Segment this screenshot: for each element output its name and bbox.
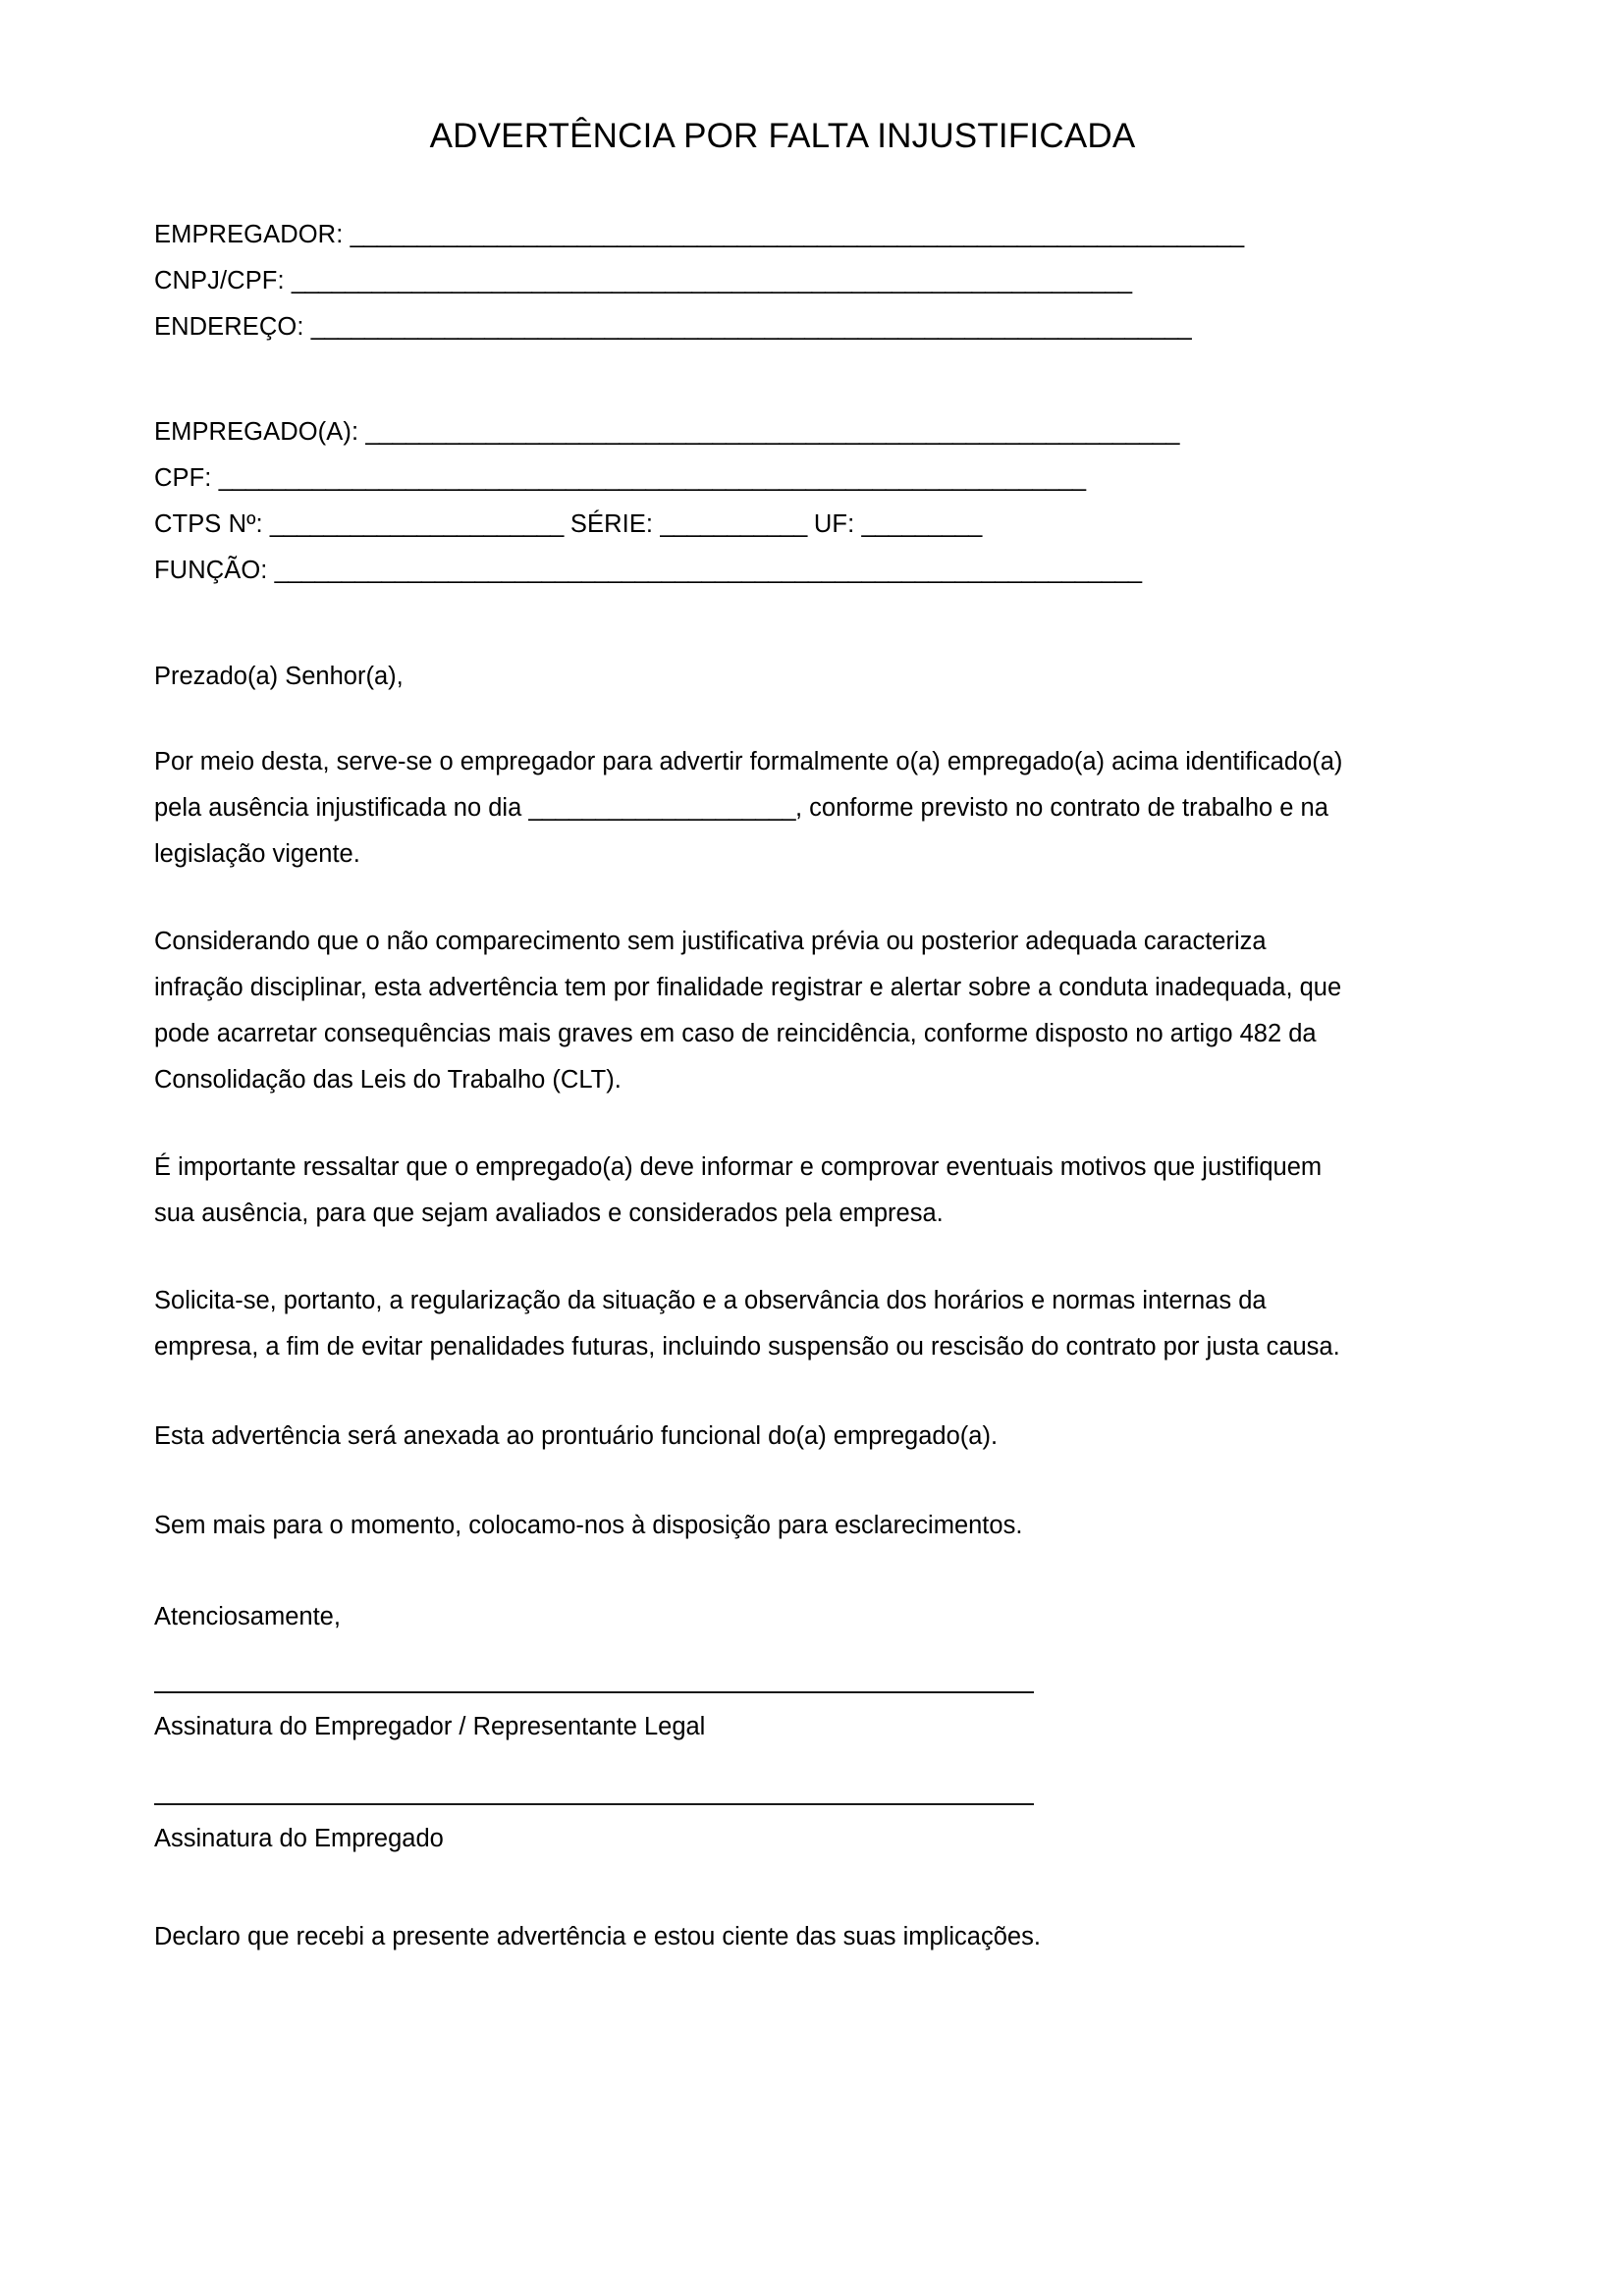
field-cnpj-cpf (154, 258, 1489, 304)
field-empregador-label: EMPREGADOR: (154, 221, 344, 248)
paragraph-disciplinary-basis: Considerando que o não comparecimento sem justificativa prévia ou posterior adequada caracteriza infração disciplinar, esta advertência tem por finalidade registrar e alertar sobre a conduta inadequada, que pode acarretar consequências mais graves em caso de reincidência, conforme disposto no artigo 482 da Consolidação das Leis do Trabalho (CLT). (154, 928, 1342, 1094)
field-uf-label: UF: (813, 510, 855, 538)
field-cpf-blank[interactable]: _________________________________________________________________ (218, 464, 1086, 492)
absence-date-blank[interactable]: ____________________ (528, 794, 795, 822)
employee-fields-group (154, 409, 1489, 594)
field-uf-blank[interactable]: _________ (861, 510, 982, 538)
field-endereco (154, 304, 1489, 350)
field-ctps-serie-uf (154, 502, 1489, 548)
document-content (154, 0, 1489, 1984)
field-ctps-label: CTPS Nº: (154, 510, 263, 538)
field-funcao-blank[interactable]: _________________________________________________________________ (274, 557, 1142, 584)
field-empregado (154, 409, 1489, 455)
field-serie-blank[interactable]: ___________ (660, 510, 807, 538)
field-empregador-blank[interactable]: ___________________________________________________________________ (350, 221, 1244, 248)
salutation: Prezado(a) Senhor(a), (154, 663, 404, 690)
signature-block-employer (154, 1691, 1489, 1746)
field-empregador (154, 212, 1489, 258)
paragraph-closing-offer: Sem mais para o momento, colocamo-nos à disposição para esclarecimentos. (154, 1512, 1023, 1539)
employer-fields-group (154, 212, 1489, 350)
field-endereco-label: ENDEREÇO: (154, 313, 304, 341)
paragraph-justification-rights: É importante ressaltar que o empregado(a) deve informar e comprovar eventuais motivos que justifiquem sua ausência, para que sejam avaliados e considerados pela empresa. (154, 1153, 1323, 1227)
page-title: ADVERTÊNCIA POR FALTA INJUSTIFICADA (429, 117, 1136, 155)
paragraph-absence-notice-part2: , conforme previsto no contrato de trabalho e na legislação vigente. (154, 794, 1328, 868)
field-empregado-blank[interactable]: _____________________________________________________________ (365, 418, 1179, 446)
field-serie-label: SÉRIE: (569, 510, 654, 538)
field-ctps-blank[interactable]: ______________________ (269, 510, 564, 538)
signature-caption-employee: Assinatura do Empregado (154, 1825, 444, 1852)
signature-line-employee[interactable] (154, 1803, 1034, 1805)
field-funcao-label: FUNÇÃO: (154, 557, 268, 584)
signature-caption-employer: Assinatura do Empregador / Representante Legal (154, 1713, 706, 1740)
paragraph-filing-notice: Esta advertência será anexada ao prontuário funcional do(a) empregado(a). (154, 1422, 999, 1450)
field-empregado-label: EMPREGADO(A): (154, 418, 359, 446)
field-cpf-label: CPF: (154, 464, 212, 492)
receipt-declaration: Declaro que recebi a presente advertência e estou ciente das suas implicações. (154, 1923, 1041, 1950)
closing-salutation: Atenciosamente, (154, 1603, 341, 1630)
paragraph-absence-notice-part1: Por meio desta, serve-se o empregador para advertir formalmente o(a) empregado(a) acima identificado(a) pela ausência injustificada no dia (154, 748, 1343, 822)
signature-block-employee (154, 1803, 1489, 1858)
signature-line-employer[interactable] (154, 1691, 1034, 1693)
field-cpf (154, 455, 1489, 502)
field-cnpj-cpf-label: CNPJ/CPF: (154, 267, 285, 294)
field-cnpj-cpf-blank[interactable]: _______________________________________________________________ (291, 267, 1132, 294)
field-endereco-blank[interactable]: __________________________________________________________________ (310, 313, 1192, 341)
field-funcao (154, 548, 1489, 594)
paragraph-compliance-request: Solicita-se, portanto, a regularização da situação e a observância dos horários e normas internas da empresa, a fim de evitar penalidades futuras, incluindo suspensão ou rescisão do contrato por justa causa. (154, 1287, 1340, 1361)
paragraph-absence-notice (154, 739, 1362, 878)
